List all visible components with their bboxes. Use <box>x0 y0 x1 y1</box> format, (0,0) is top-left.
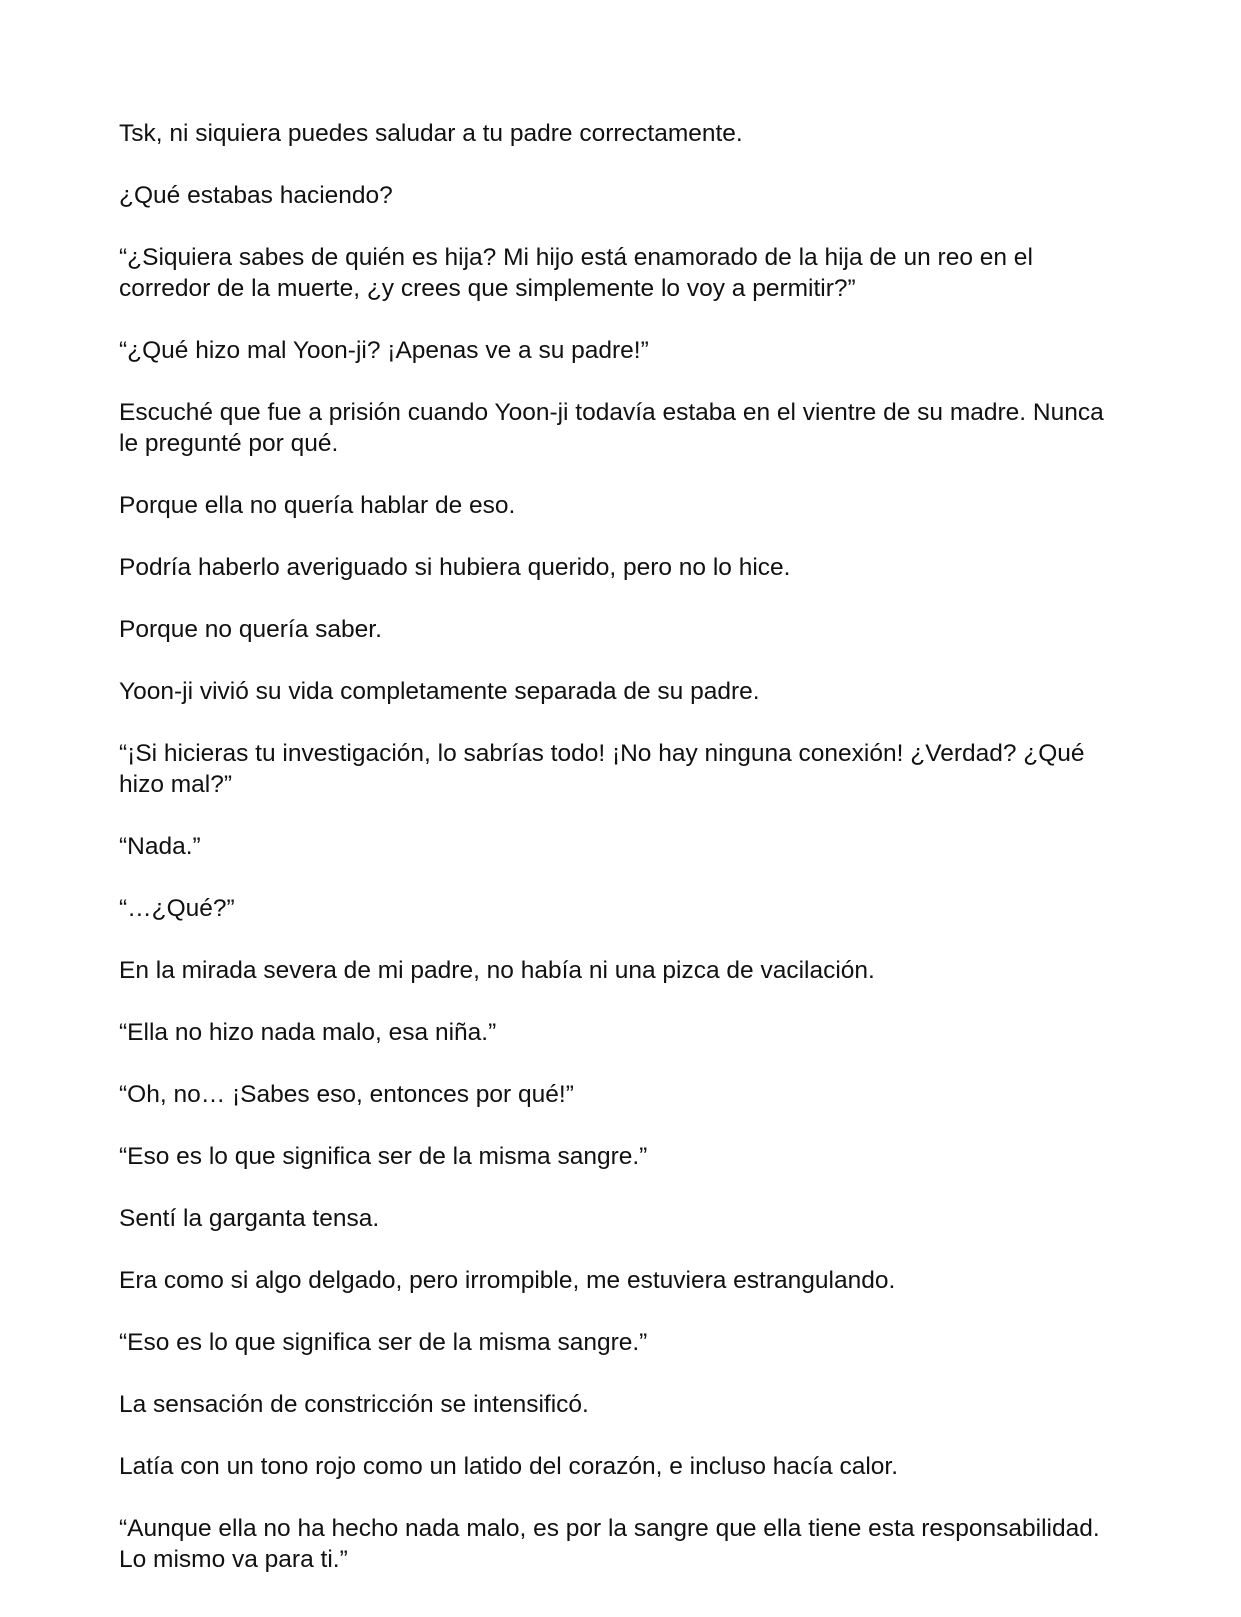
paragraph: Latía con un tono rojo como un latido del corazón, e incluso hacía calor. <box>119 1453 899 1480</box>
paragraph: “Ella no hizo nada malo, esa niña.” <box>119 1019 497 1046</box>
paragraph: “Nada.” <box>119 833 201 860</box>
paragraph: En la mirada severa de mi padre, no había ni una pizca de vacilación. <box>119 957 875 984</box>
paragraph: “Eso es lo que significa ser de la misma sangre.” <box>119 1143 648 1170</box>
paragraph: Escuché que fue a prisión cuando Yoon-ji todavía estaba en el vientre de su madre. Nunca le pregunté por qué. <box>119 399 1104 457</box>
paragraph: “…¿Qué?” <box>119 895 235 922</box>
paragraph: “¡Si hicieras tu investigación, lo sabrías todo! ¡No hay ninguna conexión! ¿Verdad? ¿Qué hizo mal?” <box>119 740 1085 798</box>
document-body <box>119 118 1129 1606</box>
paragraph: Era como si algo delgado, pero irrompible, me estuviera estrangulando. <box>119 1267 896 1294</box>
paragraph: Porque ella no quería hablar de eso. <box>119 492 516 519</box>
paragraph: Tsk, ni siquiera puedes saludar a tu padre correctamente. <box>119 120 743 147</box>
paragraph: “¿Qué hizo mal Yoon-ji? ¡Apenas ve a su padre!” <box>119 337 649 364</box>
paragraph: La sensación de constricción se intensificó. <box>119 1391 589 1418</box>
paragraph: Yoon-ji vivió su vida completamente separada de su padre. <box>119 678 760 705</box>
paragraph: Podría haberlo averiguado si hubiera querido, pero no lo hice. <box>119 554 791 581</box>
paragraph: “Aunque ella no ha hecho nada malo, es por la sangre que ella tiene esta responsabilidad. Lo mismo va para ti.” <box>119 1515 1100 1573</box>
paragraph: Sentí la garganta tensa. <box>119 1205 380 1232</box>
paragraph: “¿Siquiera sabes de quién es hija? Mi hijo está enamorado de la hija de un reo en el corredor de la muerte, ¿y crees que simplemente lo voy a permitir?” <box>119 244 1033 302</box>
paragraph: Porque no quería saber. <box>119 616 382 643</box>
paragraph: “Eso es lo que significa ser de la misma sangre.” <box>119 1329 648 1356</box>
paragraph: ¿Qué estabas haciendo? <box>119 182 393 209</box>
paragraph: “Oh, no… ¡Sabes eso, entonces por qué!” <box>119 1081 574 1108</box>
